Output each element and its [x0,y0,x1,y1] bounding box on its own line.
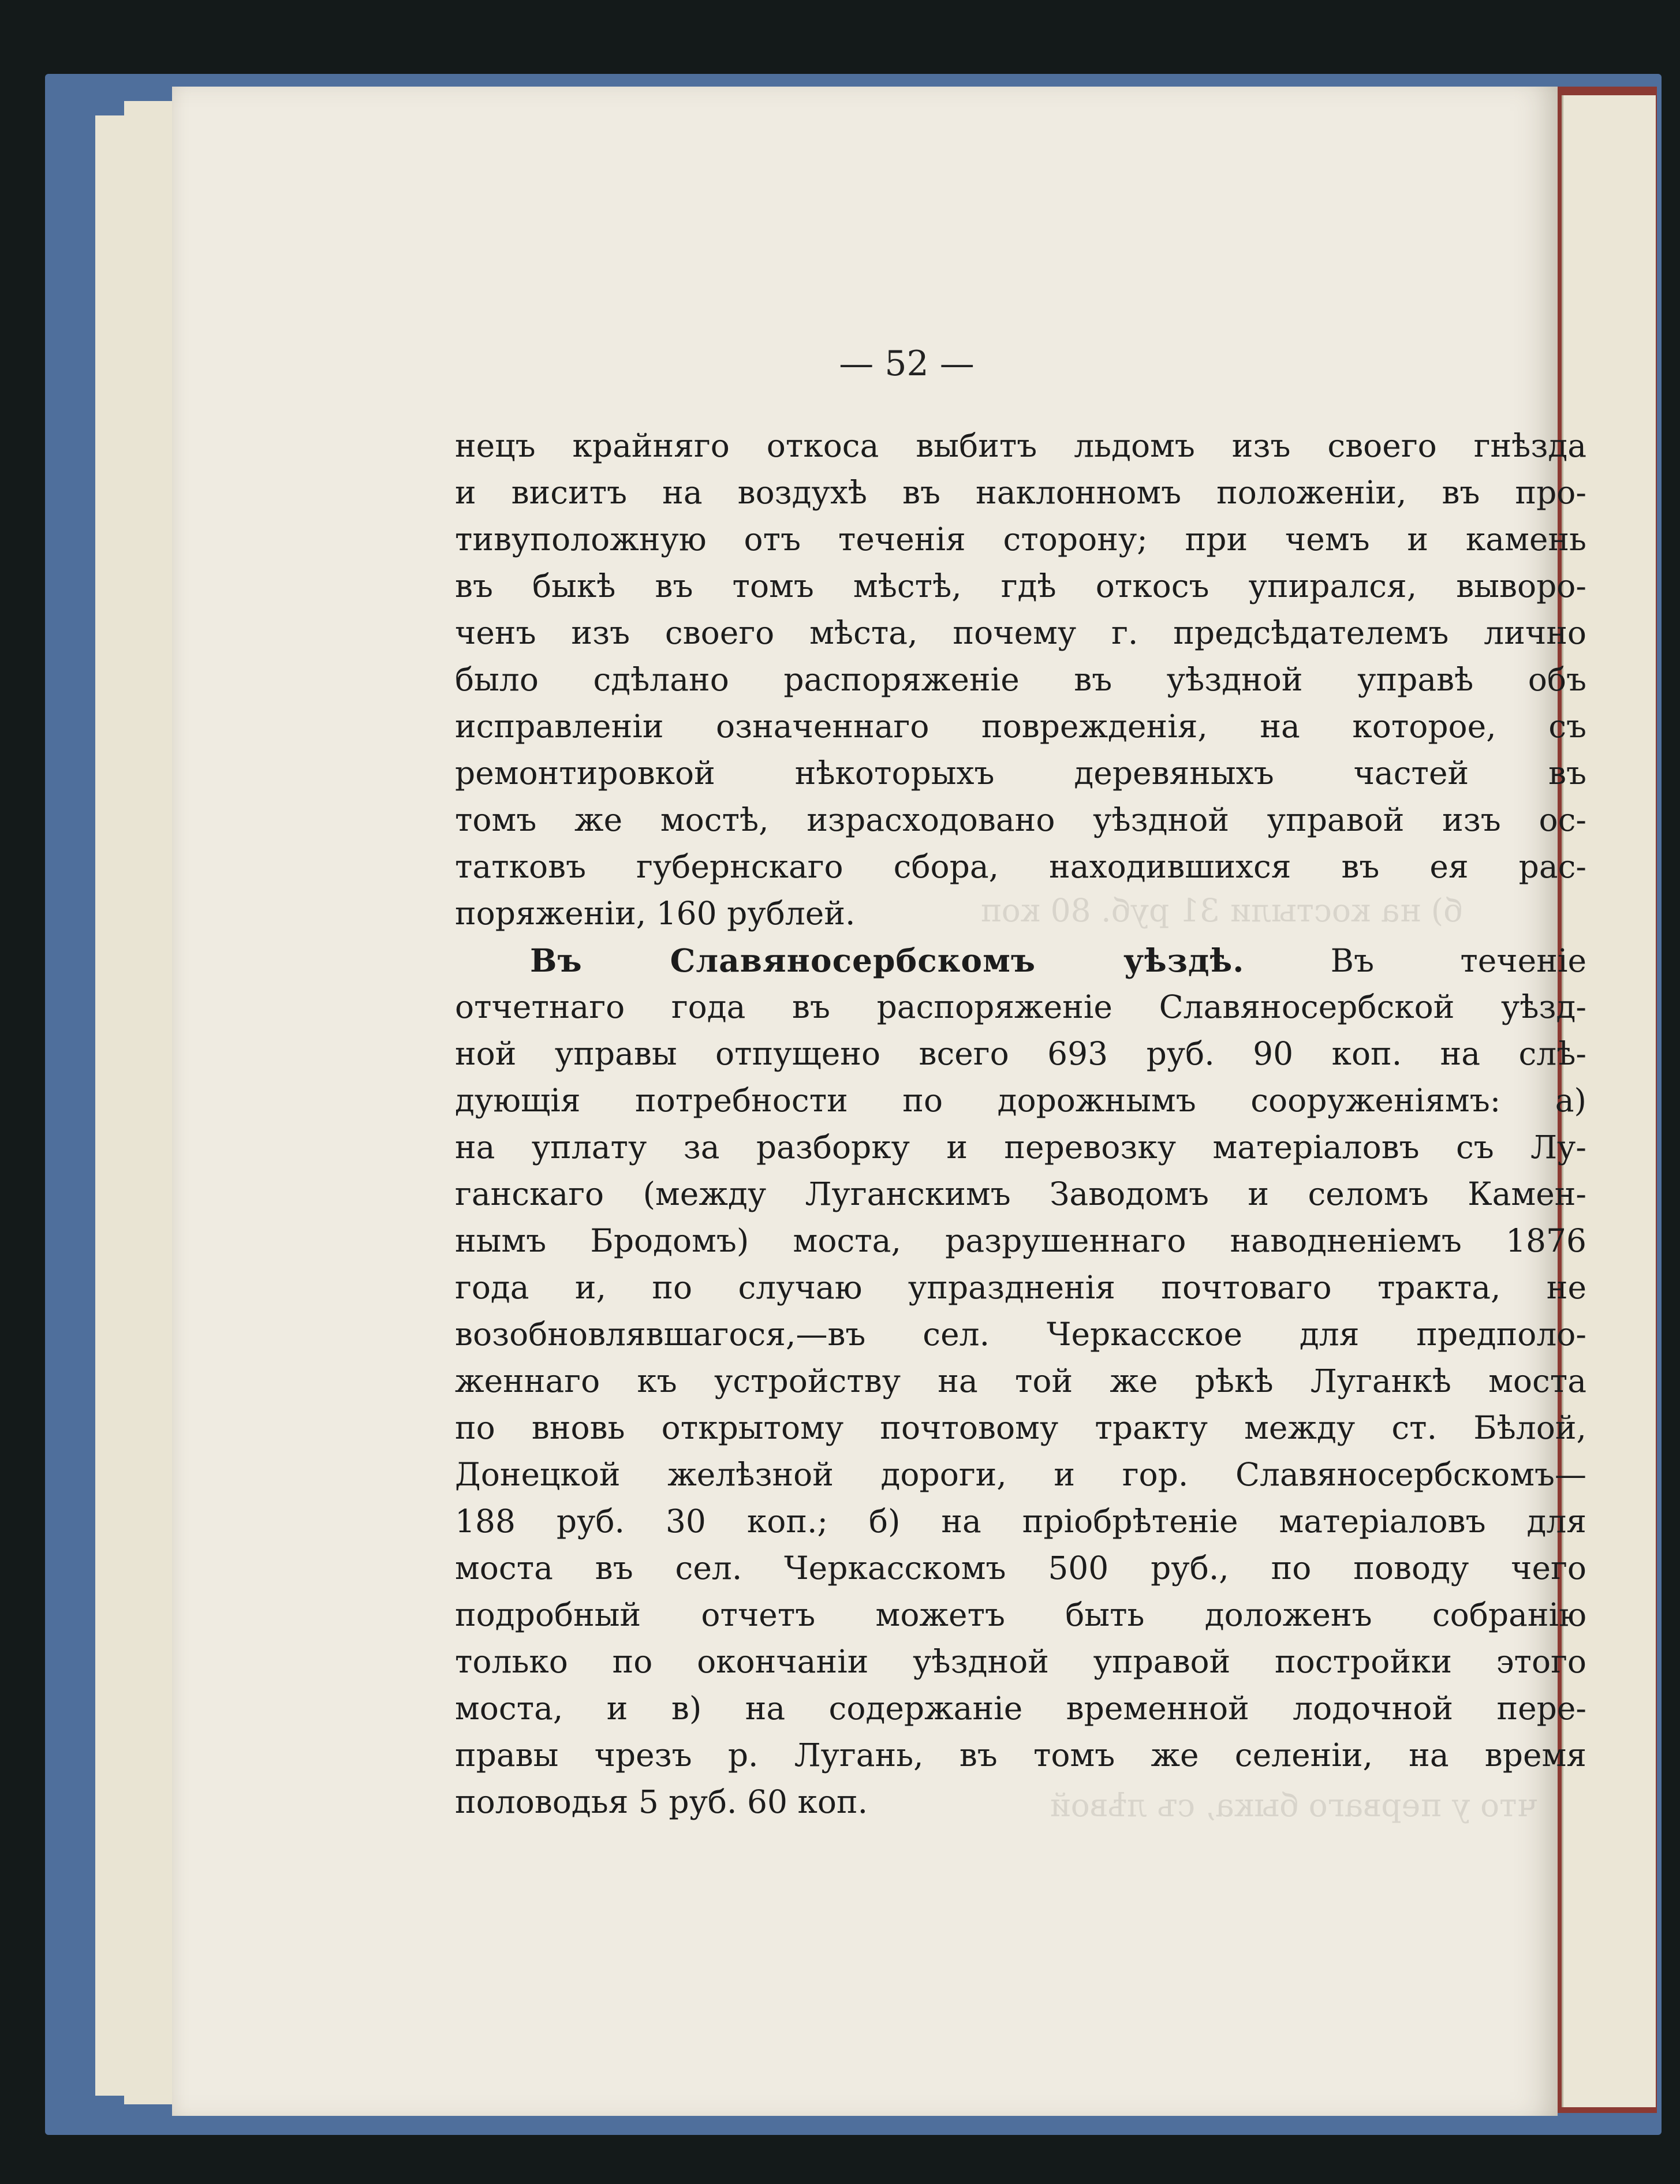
text-line: нецъ крайняго откоса выбитъ льдомъ изъ своего гнѣзда [455,427,1586,464]
text-line: моста въ сел. Черкасскомъ 500 руб., по поводу чего [455,1550,1586,1586]
text-line: томъ же мостѣ, израсходовано уѣздной управой изъ ос- [455,801,1586,838]
text-line: было сдѣлано распоряженіе въ уѣздной управѣ объ [455,661,1586,698]
text-line: на уплату за разборку и перевозку матеріаловъ съ Лу- [455,1129,1586,1166]
body-text [455,423,1586,1825]
text-line: отчетнаго года въ распоряженіе Славяносербской уѣзд- [455,988,1586,1025]
bleed-through-text: что у перваго быка, съ лѣвой [1050,1787,1538,1824]
text-line: ганскаго (между Луганскимъ Заводомъ и селомъ Камен- [455,1175,1586,1212]
text-line: 188 руб. 30 коп.; б) на пріобрѣтеніе матеріаловъ для [455,1503,1586,1540]
text-line: въ быкѣ въ томъ мѣстѣ, гдѣ откосъ упирался, выворо- [455,568,1586,604]
text-line: и виситъ на воздухѣ въ наклонномъ положеніи, въ про- [455,474,1586,511]
document-page [172,87,1587,2116]
text-line: по вновь открытому почтовому тракту между ст. Бѣлой, [455,1409,1586,1446]
page-number: — 52 — [839,344,975,384]
text-line: Донецкой желѣзной дороги, и гор. Славяносербскомъ— [455,1456,1586,1493]
heading-continuation: Въ теченіе [1244,942,1587,979]
text-line: моста, и в) на содержаніе временной лодочной пере- [455,1690,1586,1727]
text-line: правы чрезъ р. Лугань, въ томъ же селеніи, на время [455,1737,1586,1774]
text-line: ремонтировкой нѣкоторыхъ деревяныхъ частей въ [455,755,1586,792]
text-line: исправленіи означеннаго поврежденія, на которое, съ [455,708,1586,745]
text-line: половодья 5 руб. 60 коп. [455,1783,868,1820]
text-line: возобновлявшагося,—въ сел. Черкасское для предполо- [455,1316,1586,1353]
text-line: дующія потребности по дорожнымъ сооруженіямъ: а) [455,1082,1586,1119]
text-line: женнаго къ устройству на той же рѣкѣ Луганкѣ моста [455,1362,1586,1399]
text-line: года и, по случаю упраздненія почтоваго тракта, не [455,1269,1586,1306]
text-line: тивуположную отъ теченія сторону; при чемъ и камень [455,521,1586,558]
text-line: ченъ изъ своего мѣста, почему г. предсѣдателемъ лично [455,614,1586,651]
text-line: татковъ губернскаго сбора, находившихся въ ея рас- [455,848,1586,885]
text-line: поряженіи, 160 рублей. [455,895,856,932]
bleed-through-text: б) на костыли 31 руб. 80 коп [980,892,1463,929]
section-heading-line [455,937,1586,984]
text-line: только по окончаніи уѣздной управой постройки этого [455,1643,1586,1680]
text-line: ной управы отпущено всего 693 руб. 90 коп. на слѣ- [455,1035,1586,1072]
text-line: нымъ Бродомъ) моста, разрушеннаго наводненіемъ 1876 [455,1222,1586,1259]
text-line: подробный отчетъ можетъ быть доложенъ собранію [455,1596,1586,1633]
section-heading: Въ Славяносербскомъ уѣздѣ. [530,942,1245,979]
